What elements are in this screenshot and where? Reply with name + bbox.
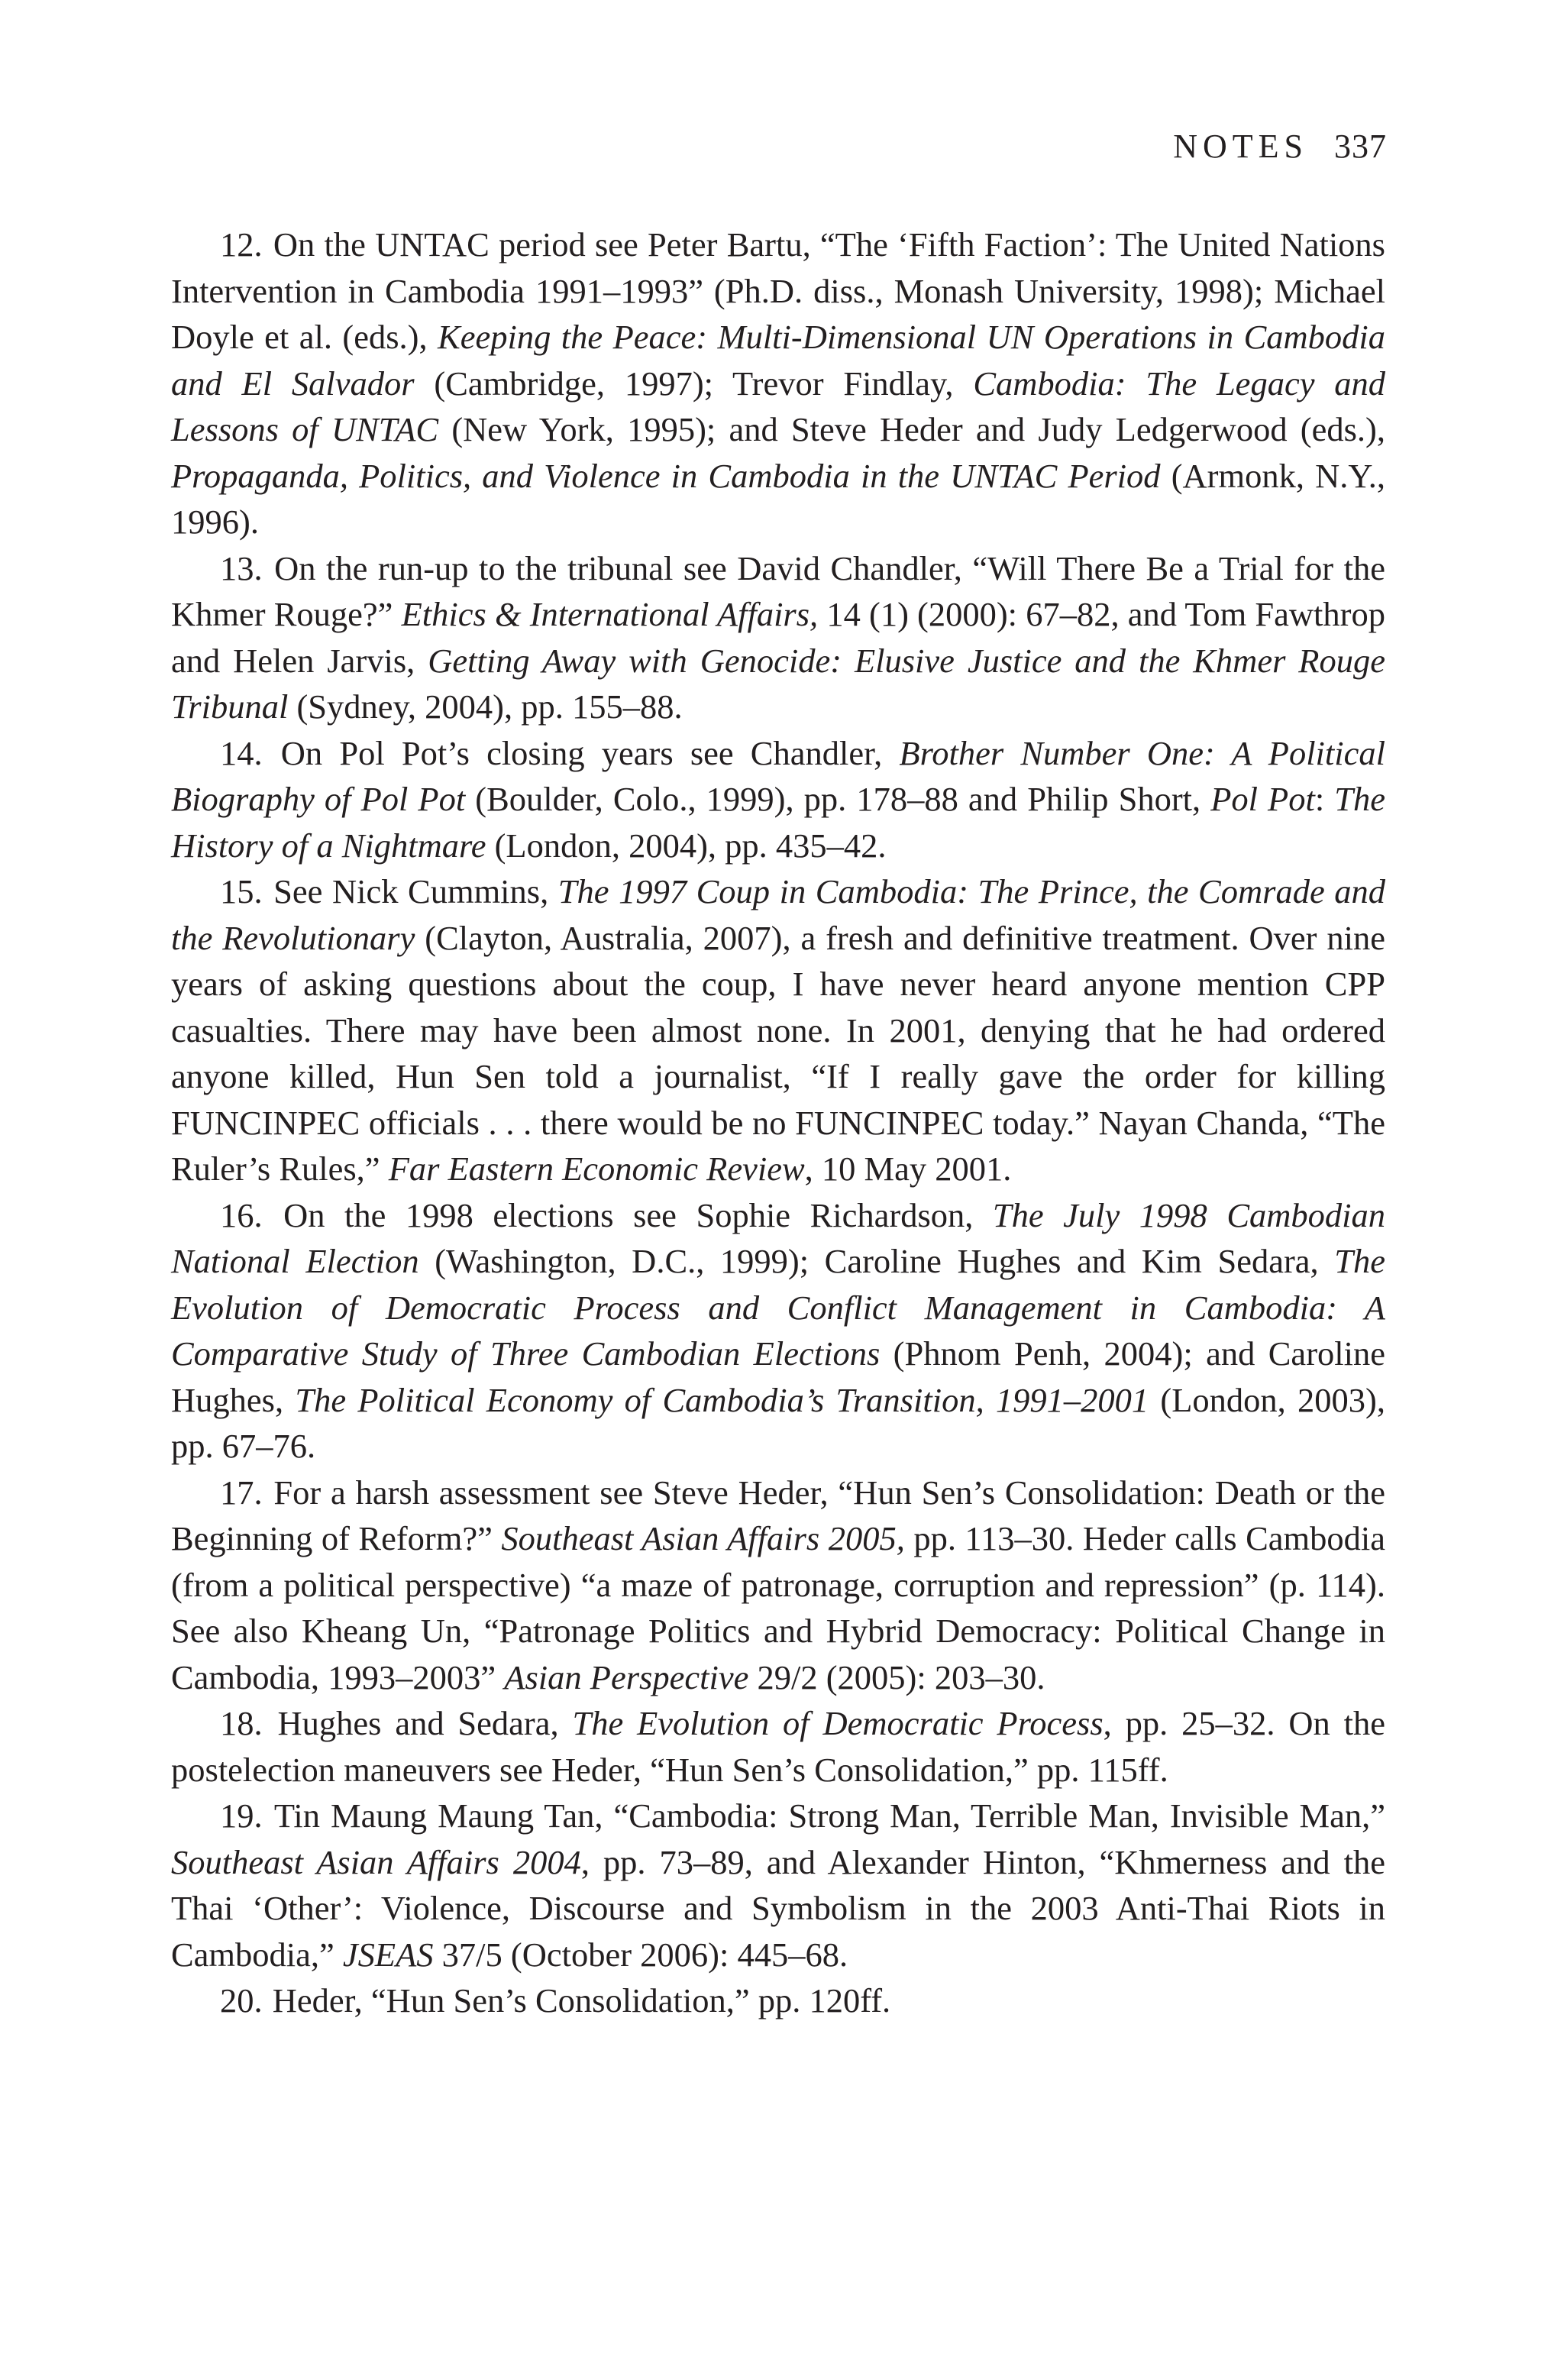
endnote-italic-title: Southeast Asian Affairs 2004 xyxy=(171,1842,581,1881)
endnote-text: (London, 2004), pp. 435–42. xyxy=(486,826,887,865)
endnote-text: (Armonk, N.Y., 1996). xyxy=(171,456,1385,541)
endnote-italic-title: Getting Away with Genocide: Elusive Justice and the Khmer Rouge Tribunal xyxy=(171,641,1385,726)
endnote-text: , pp. 25–32. On the postelection maneuvers see Heder, “Hun Sen’s Consolidation,” pp. 115ff. xyxy=(171,1704,1385,1789)
endnote-text: pp. 113–30. Heder calls Cambodia (from a political perspective) “a maze of patronage, corruption and repression” (p. 114). See also Kheang Un, “Patronage Politics and Hybrid Democracy: Political Change in Cambodia, 1993–2003” xyxy=(171,1519,1385,1696)
endnote-text: For a harsh assessment see Steve Heder, “Hun Sen’s Consolidation: Death or the Beginning of Reform?” xyxy=(171,1473,1385,1557)
endnote-text: (Cambridge, 1997); Trevor Findlay, xyxy=(414,364,974,403)
endnote-italic-title: Southeast Asian Affairs 2005, xyxy=(501,1519,905,1557)
endnote-text: : xyxy=(1314,780,1335,818)
endnote xyxy=(171,1700,1385,1793)
endnote-number: 17. xyxy=(220,1473,263,1512)
endnote xyxy=(171,545,1385,730)
endnote-number: 18. xyxy=(220,1704,263,1742)
endnote-number: 16. xyxy=(220,1195,263,1234)
endnote-text: Heder, “Hun Sen’s Consolidation,” pp. 120ff. xyxy=(272,1981,891,2019)
endnote-text: 37/5 (October 2006): 445–68. xyxy=(433,1935,848,1974)
endnote-text: See Nick Cummins, xyxy=(273,872,558,910)
endnote-number: 14. xyxy=(220,733,263,772)
endnote-italic-title: JSEAS xyxy=(342,1935,434,1974)
endnote-text: (Sydney, 2004), pp. 155–88. xyxy=(288,687,683,726)
endnote-text: 29/2 (2005): 203–30. xyxy=(748,1657,1045,1696)
endnote-text: , 10 May 2001. xyxy=(804,1150,1012,1188)
endnote-text: 14 (1) (2000): 67–82, and Tom Fawthrop and Helen Jarvis, xyxy=(171,595,1385,680)
endnote-text: Hughes and Sedara, xyxy=(277,1704,573,1742)
endnote-text: (Phnom Penh, 2004); and Caroline Hughes, xyxy=(171,1334,1385,1419)
endnotes-list xyxy=(171,222,1385,2024)
endnote-italic-title: Pol Pot xyxy=(1210,780,1315,818)
endnote-italic-title: Far Eastern Economic Review xyxy=(388,1150,805,1188)
endnote-italic-title: The 1997 Coup in Cambodia: The Prince, the Comrade and the Revolutionary xyxy=(171,872,1385,957)
endnote-italic-title: Cambodia: The Legacy and Lessons of UNTAC xyxy=(171,364,1385,448)
endnote-italic-title: Keeping the Peace: Multi-Dimensional UN Operations in Cambodia and El Salvador xyxy=(171,318,1385,403)
endnote-number: 15. xyxy=(220,872,263,910)
endnote-italic-title: Propaganda, Politics, and Violence in Cambodia in the UNTAC Period xyxy=(171,456,1161,495)
endnote-number: 19. xyxy=(220,1796,263,1835)
page-number: 337 xyxy=(1334,128,1387,165)
endnote-italic-title: Asian Perspective xyxy=(504,1657,749,1696)
endnote xyxy=(171,868,1385,1192)
running-header xyxy=(1173,127,1387,166)
endnote xyxy=(171,222,1385,545)
endnote xyxy=(171,1470,1385,1701)
endnote-number: 13. xyxy=(220,548,263,587)
endnote-text: On the run-up to the tribunal see David Chandler, “Will There Be a Trial for the Khmer Rouge?” xyxy=(171,548,1385,633)
endnote-text: (Washington, D.C., 1999); Caroline Hughes and Kim Sedara, xyxy=(418,1242,1335,1280)
endnote-italic-title: The Evolution of Democratic Process xyxy=(572,1704,1104,1742)
endnote-italic-title: The History of a Nightmare xyxy=(171,780,1385,865)
endnote-italic-title: The Political Economy of Cambodia’s Transition, 1991–2001 xyxy=(295,1380,1149,1419)
running-header-label: NOTES xyxy=(1173,128,1308,165)
endnote-text: On Pol Pot’s closing years see Chandler, xyxy=(280,733,900,772)
endnote-text: On the 1998 elections see Sophie Richardson, xyxy=(283,1195,993,1234)
endnote-italic-title: Ethics & International Affairs, xyxy=(401,595,819,633)
endnote-italic-title: The July 1998 Cambodian National Election xyxy=(171,1195,1385,1280)
endnote-text: , pp. 73–89, and Alexander Hinton, “Khmerness and the Thai ‘Other’: Violence, Discourse and Symbolism in the 2003 Anti-Thai Riots in Cambodia,” xyxy=(171,1842,1385,1974)
endnote-number: 20. xyxy=(220,1981,263,2019)
endnote-text: (Clayton, Australia, 2007), a fresh and definitive treatment. Over nine years of asking questions about the coup, I have never heard anyone mention CPP casualties. There may have been almost none. In 2001, denying that he had ordered anyone killed, Hun Sen told a journalist, “If I really gave the order for killing FUNCINPEC officials . . . there would be no FUNCINPEC today.” Nayan Chanda, “The Ruler’s Rules,” xyxy=(171,918,1385,1188)
endnote-text: Tin Maung Maung Tan, “Cambodia: Strong Man, Terrible Man, Invisible Man,” xyxy=(273,1796,1385,1835)
endnote-text: (London, 2003), pp. 67–76. xyxy=(171,1380,1385,1465)
endnote xyxy=(171,730,1385,869)
endnote-italic-title: The Evolution of Democratic Process and Conflict Management in Cambodia: A Comparative Study of Three Cambodian Elections xyxy=(171,1242,1385,1373)
endnote-text: On the UNTAC period see Peter Bartu, “The ‘Fifth Faction’: The United Nations Intervention in Cambodia 1991–1993” (Ph.D. diss., Monash University, 1998); Michael Doyle et al. (eds.), xyxy=(171,225,1386,356)
endnote xyxy=(171,1977,1385,2024)
endnote-text: (New York, 1995); and Steve Heder and Judy Ledgerwood (eds.), xyxy=(438,410,1385,448)
endnote xyxy=(171,1793,1385,1977)
endnote-italic-title: Brother Number One: A Political Biography of Pol Pot xyxy=(171,733,1386,818)
endnote-number: 12. xyxy=(220,225,263,264)
endnote xyxy=(171,1192,1385,1470)
endnote-text: (Boulder, Colo., 1999), pp. 178–88 and Philip Short, xyxy=(465,780,1211,818)
